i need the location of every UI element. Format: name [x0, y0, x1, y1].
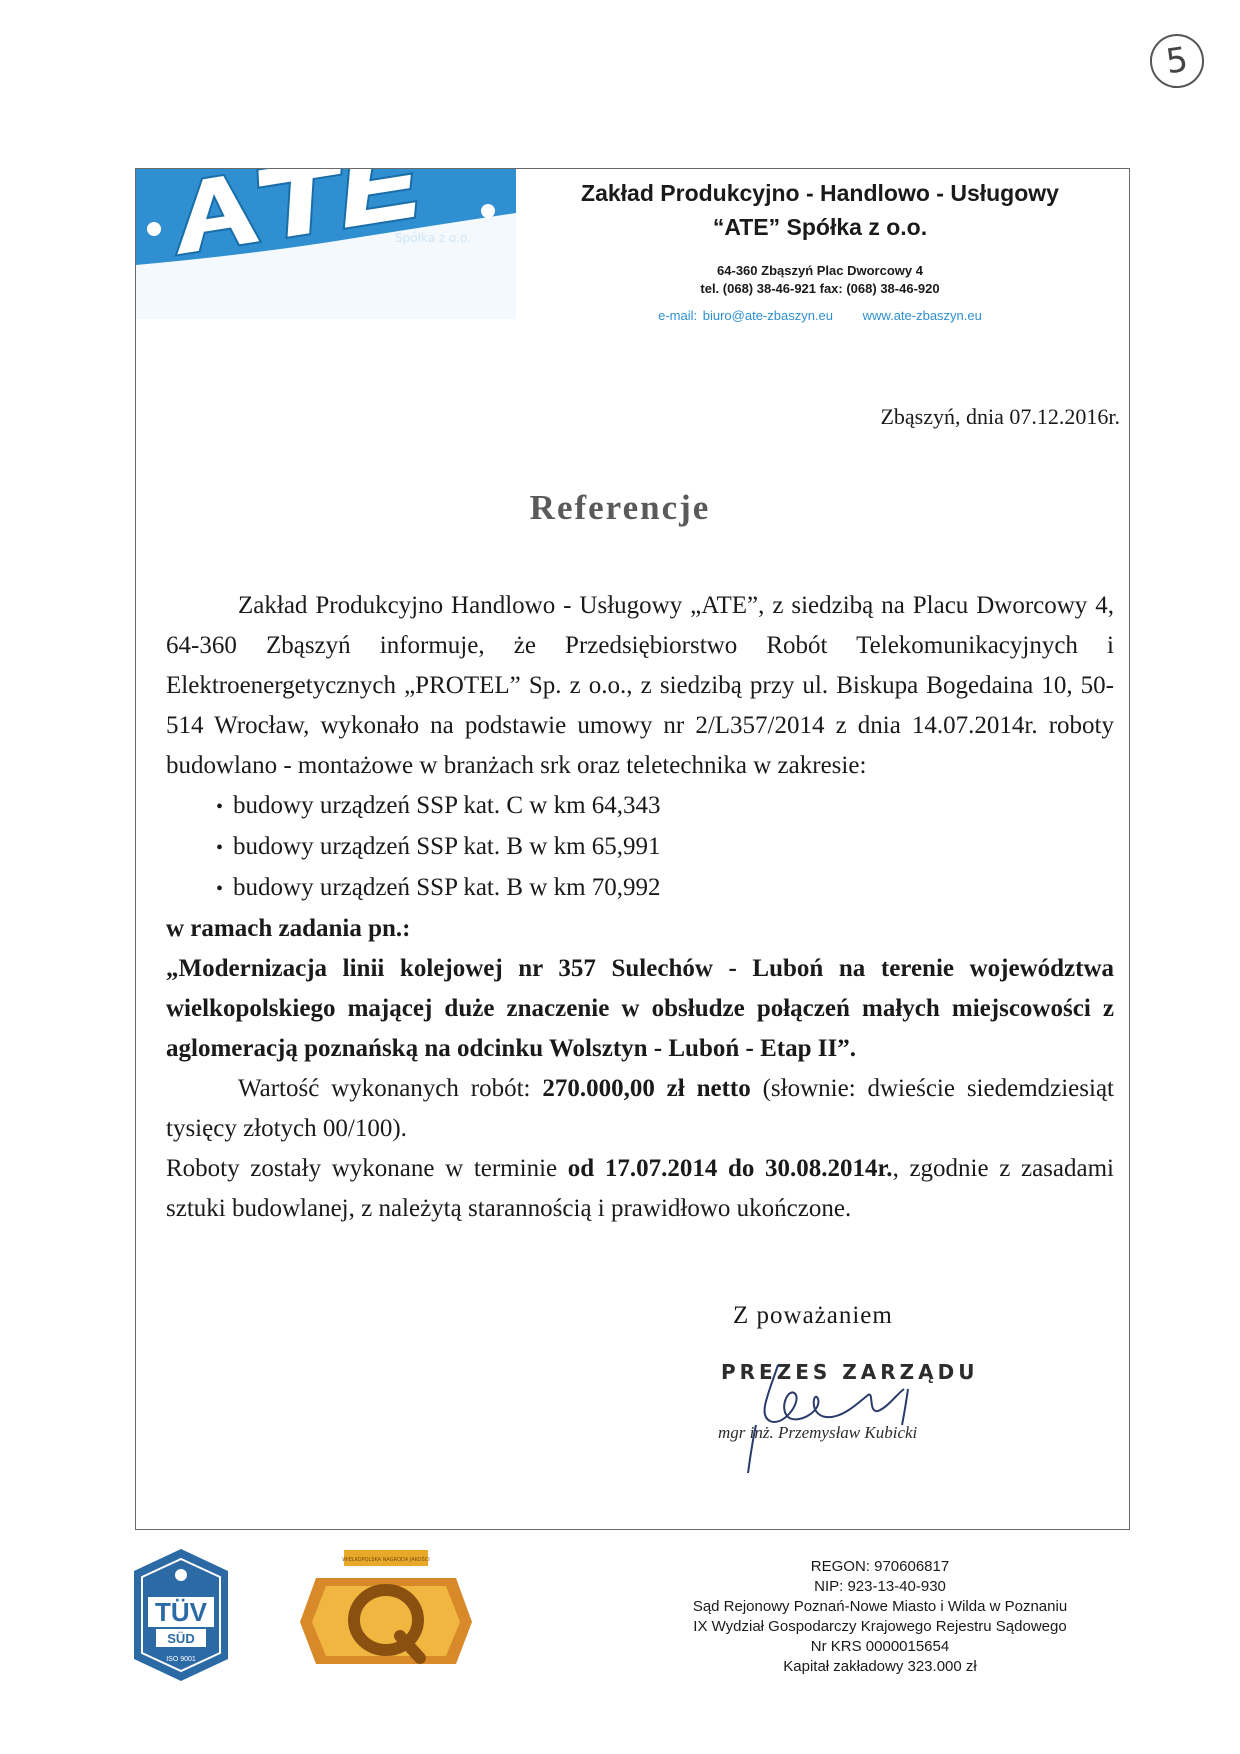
value-prefix: Wartość wykonanych robót:: [238, 1075, 543, 1102]
company-logo: [136, 169, 516, 319]
award-label: WIELKOPOLSKA NAGRODA JAKOŚCI: [342, 1557, 430, 1563]
document-title: Referencje: [529, 488, 711, 527]
handwritten-signature: [718, 1355, 988, 1475]
signature-stamp: [718, 1355, 988, 1475]
value-suffix: (słownie: dwieście siedemdziesiąt tysięcy złotych 00/100).: [166, 1075, 1114, 1142]
company-header: [520, 176, 1120, 323]
list-item: • budowy urządzeń SSP kat. B w km 65,991: [216, 827, 1114, 868]
term-suffix: , zgodnie z zasadami sztuki budowlanej, z należytą starannością i prawidłowo ukończone.: [166, 1155, 1114, 1222]
tuv-iso-label: ISO 9001: [166, 1656, 196, 1663]
letter-date: Zbąszyń, dnia 07.12.2016r.: [880, 404, 1120, 429]
registry-department: IX Wydział Gospodarczy Krajowego Rejestru Sądowego: [693, 1618, 1067, 1635]
company-website: www.ate-zbaszyn.eu: [862, 308, 982, 323]
tuv-logo: [124, 1545, 239, 1685]
quality-award-badge: [296, 1548, 476, 1666]
term-prefix: Roboty zostały wykonane w terminie: [166, 1155, 568, 1182]
quality-award-logo: [296, 1548, 476, 1666]
value-amount: 270.000,00 zł netto: [542, 1075, 751, 1102]
tuv-label: TÜV: [155, 1597, 207, 1627]
company-email: e-mail: biuro@ate-zbaszyn.eu: [658, 308, 834, 323]
company-contact: [520, 308, 1120, 323]
scope-list: [166, 786, 1114, 909]
stamp-name: mgr inż. Przemysław Kubicki: [718, 1423, 918, 1442]
list-item: • budowy urządzeń SSP kat. C w km 64,343: [216, 786, 1114, 827]
registry-krs: Nr KRS 0000015654: [810, 1638, 950, 1655]
body-paragraph-intro: Zakład Produkcyjno Handlowo - Usługowy „ATE”, z siedzibą na Placu Dworcowy 4, 64-360 Zbąszyń informuje, że Przedsiębiorstwo Robót Telekomunikacyjnych i Elektroenergetycznych „PROTEL” Sp. z o.o., z siedzibą przy ul. Biskupa Bogedaina 10, 50-514 Wrocław, wykonało na podstawie umowy nr 2/L357/2014 z dnia 14.07.2014r. roboty budowlano - montażowe w branżach srk oraz teletechnika w zakresie:: [166, 592, 1114, 779]
registry-regon: REGON: 970606817: [810, 1558, 950, 1575]
task-label: w ramach zadania pn.:: [166, 915, 411, 942]
term-paragraph: [166, 1149, 1114, 1229]
term-dates: od 17.07.2014 do 30.08.2014r.: [567, 1155, 893, 1182]
stamp-role: PREZES ZARZĄDU: [721, 1360, 979, 1384]
letter-body: [166, 586, 1114, 1229]
value-paragraph: [166, 1069, 1114, 1149]
company-name-line2: “ATE” Spółka z o.o.: [712, 214, 928, 240]
list-item: • budowy urządzeń SSP kat. B w km 70,992: [216, 868, 1114, 909]
closing-salutation: Z poważaniem: [733, 1302, 893, 1329]
page-number-annotation: 5: [1147, 31, 1208, 92]
logo-subtitle: Spółka z o.o.: [395, 231, 471, 245]
company-name-line1: Zakład Produkcyjno - Handlowo - Usługowy: [581, 180, 1059, 206]
registry-court: Sąd Rejonowy Poznań-Nowe Miasto i Wilda w Poznaniu: [692, 1598, 1068, 1615]
tuv-sub-label: SÜD: [167, 1631, 195, 1646]
company-address: 64-360 Zbąszyń Plac Dworcowy 4: [717, 263, 923, 278]
tuv-certificate-badge: [124, 1545, 239, 1685]
registry-capital: Kapitał zakładowy 323.000 zł: [783, 1658, 977, 1675]
registry-nip: NIP: 923-13-40-930: [814, 1578, 946, 1595]
task-name: „Modernizacja linii kolejowej nr 357 Sulechów - Luboń na terenie województwa wielkopolskiego mającej duże znaczenie w obsłudze połączeń małych miejscowości z aglomeracją poznańską na odcinku Wolsztyn - Luboń - Etap II”.: [166, 955, 1114, 1062]
company-registry-info: [610, 1557, 1150, 1677]
company-phones: tel. (068) 38-46-921 fax: (068) 38-46-920: [700, 281, 940, 296]
